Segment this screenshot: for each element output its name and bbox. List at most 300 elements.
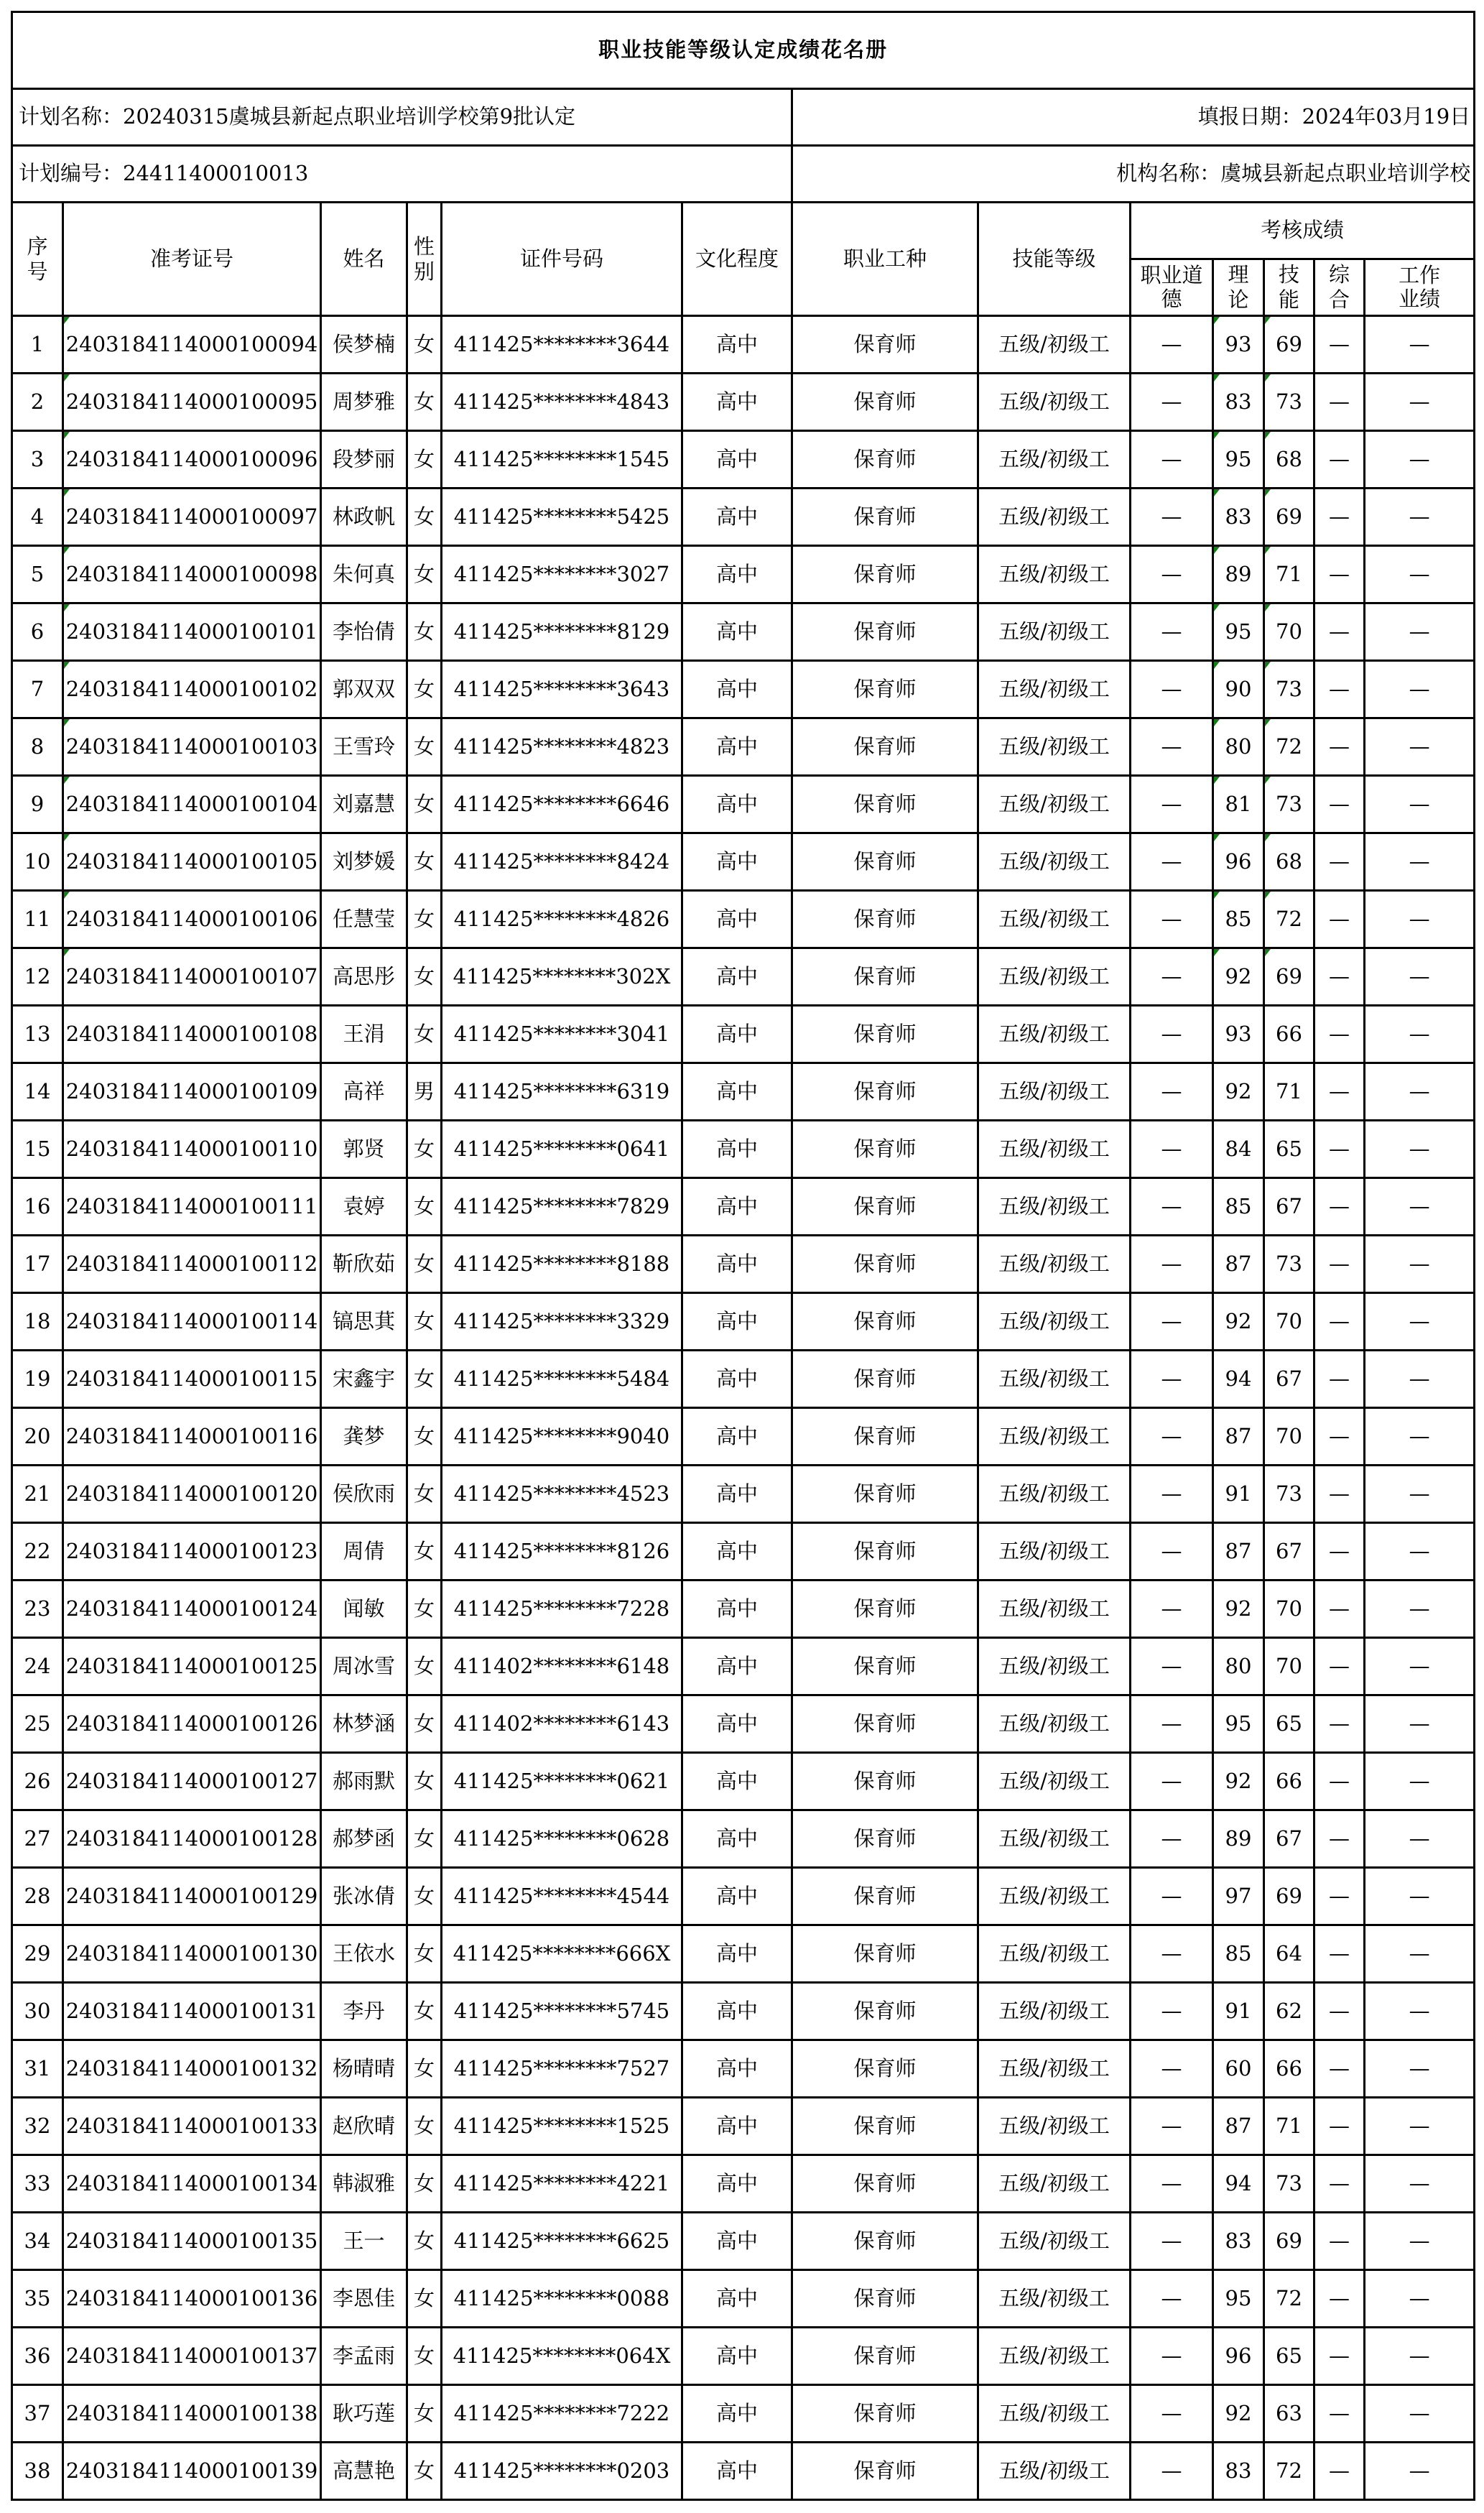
cell-occupation: 保育师 — [792, 2098, 978, 2155]
cell-name: 李恩佳 — [321, 2270, 407, 2328]
cell-ethics: — — [1131, 833, 1213, 891]
cell-comprehensive: — — [1314, 603, 1365, 661]
cell-name: 周梦雅 — [321, 374, 407, 431]
cell-occupation: 保育师 — [792, 2155, 978, 2213]
plan-name: 计划名称：20240315虞城县新起点职业培训学校第9批认定 — [12, 89, 792, 146]
cell-seq: 9 — [12, 776, 63, 833]
cell-skill: 66 — [1264, 1006, 1314, 1063]
cell-gender: 女 — [407, 2443, 442, 2500]
cell-seq: 2 — [12, 374, 63, 431]
cell-seq: 8 — [12, 718, 63, 776]
table-row — [12, 1351, 1475, 1408]
table-row — [12, 316, 1475, 374]
cell-ethics: — — [1131, 546, 1213, 603]
cell-occupation: 保育师 — [792, 1638, 978, 1695]
table-row — [12, 1063, 1475, 1121]
cell-occupation: 保育师 — [792, 1121, 978, 1178]
table-row — [12, 431, 1475, 489]
cell-admission-no: 2403184114000100136 — [63, 2270, 321, 2328]
cell-ethics: — — [1131, 1006, 1213, 1063]
cell-skill-level: 五级/初级工 — [978, 2040, 1131, 2098]
cell-ethics: — — [1131, 1063, 1213, 1121]
cell-admission-no: 2403184114000100104 — [63, 776, 321, 833]
cell-occupation: 保育师 — [792, 374, 978, 431]
cell-gender: 女 — [407, 374, 442, 431]
cell-skill-level: 五级/初级工 — [978, 2213, 1131, 2270]
cell-id-number: 411425********0641 — [442, 1121, 682, 1178]
cell-skill: 69 — [1264, 316, 1314, 374]
cell-ethics: — — [1131, 1178, 1213, 1236]
cell-education: 高中 — [682, 891, 792, 948]
cell-skill-level: 五级/初级工 — [978, 374, 1131, 431]
cell-performance: — — [1365, 603, 1475, 661]
cell-skill-level: 五级/初级工 — [978, 1523, 1131, 1581]
cell-theory: 87 — [1213, 1236, 1264, 1293]
cell-theory: 83 — [1213, 2443, 1264, 2500]
cell-education: 高中 — [682, 1121, 792, 1178]
cell-comprehensive: — — [1314, 2098, 1365, 2155]
cell-performance: — — [1365, 833, 1475, 891]
cell-skill-level: 五级/初级工 — [978, 316, 1131, 374]
cell-admission-no: 2403184114000100130 — [63, 1925, 321, 1983]
cell-seq: 35 — [12, 2270, 63, 2328]
cell-education: 高中 — [682, 1523, 792, 1581]
cell-gender: 女 — [407, 1523, 442, 1581]
cell-performance: — — [1365, 374, 1475, 431]
cell-occupation: 保育师 — [792, 1006, 978, 1063]
cell-id-number: 411425********5745 — [442, 1983, 682, 2040]
cell-admission-no: 2403184114000100114 — [63, 1293, 321, 1351]
cell-performance: — — [1365, 489, 1475, 546]
cell-ethics: — — [1131, 2098, 1213, 2155]
cell-skill: 66 — [1264, 1753, 1314, 1810]
cell-performance: — — [1365, 1753, 1475, 1810]
cell-seq: 33 — [12, 2155, 63, 2213]
cell-name: 靳欣茹 — [321, 1236, 407, 1293]
cell-id-number: 411425********3027 — [442, 546, 682, 603]
table-row — [12, 776, 1475, 833]
cell-gender: 女 — [407, 1293, 442, 1351]
cell-seq: 29 — [12, 1925, 63, 1983]
cell-performance: — — [1365, 718, 1475, 776]
cell-performance: — — [1365, 1695, 1475, 1753]
cell-ethics: — — [1131, 1638, 1213, 1695]
cell-skill: 73 — [1264, 661, 1314, 718]
cell-occupation: 保育师 — [792, 2443, 978, 2500]
cell-occupation: 保育师 — [792, 776, 978, 833]
cell-performance: — — [1365, 1638, 1475, 1695]
header-comprehensive — [1314, 259, 1365, 316]
cell-id-number: 411402********6143 — [442, 1695, 682, 1753]
cell-gender: 女 — [407, 1753, 442, 1810]
cell-skill-level: 五级/初级工 — [978, 1983, 1131, 2040]
header-education: 文化程度 — [682, 203, 792, 316]
table-row — [12, 1695, 1475, 1753]
table-row — [12, 546, 1475, 603]
cell-education: 高中 — [682, 948, 792, 1006]
cell-seq: 23 — [12, 1581, 63, 1638]
cell-comprehensive: — — [1314, 2443, 1365, 2500]
cell-theory: 97 — [1213, 1868, 1264, 1925]
cell-comprehensive: — — [1314, 1121, 1365, 1178]
header-ethics — [1131, 259, 1213, 316]
cell-skill-level: 五级/初级工 — [978, 2098, 1131, 2155]
cell-comprehensive: — — [1314, 1178, 1365, 1236]
cell-occupation: 保育师 — [792, 1983, 978, 2040]
cell-name: 王雪玲 — [321, 718, 407, 776]
table-row — [12, 1293, 1475, 1351]
cell-name: 高慧艳 — [321, 2443, 407, 2500]
table-row — [12, 2443, 1475, 2500]
cell-comprehensive: — — [1314, 2155, 1365, 2213]
cell-skill: 64 — [1264, 1925, 1314, 1983]
table-row — [12, 1121, 1475, 1178]
cell-skill-level: 五级/初级工 — [978, 1695, 1131, 1753]
cell-seq: 19 — [12, 1351, 63, 1408]
header-seq — [12, 203, 63, 316]
cell-skill-level: 五级/初级工 — [978, 1236, 1131, 1293]
cell-name: 赵欣晴 — [321, 2098, 407, 2155]
table-row — [12, 1236, 1475, 1293]
cell-ethics: — — [1131, 1753, 1213, 1810]
cell-gender: 女 — [407, 1408, 442, 1466]
cell-gender: 女 — [407, 1236, 442, 1293]
cell-name: 王一 — [321, 2213, 407, 2270]
cell-occupation: 保育师 — [792, 1293, 978, 1351]
cell-gender: 男 — [407, 1063, 442, 1121]
cell-skill-level: 五级/初级工 — [978, 1178, 1131, 1236]
header-id-number: 证件号码 — [442, 203, 682, 316]
cell-skill: 65 — [1264, 2328, 1314, 2385]
cell-performance: — — [1365, 661, 1475, 718]
cell-id-number: 411425********3041 — [442, 1006, 682, 1063]
cell-performance: — — [1365, 1925, 1475, 1983]
plan-number: 计划编号：24411400010013 — [12, 146, 792, 203]
cell-occupation: 保育师 — [792, 1466, 978, 1523]
cell-skill-level: 五级/初级工 — [978, 2155, 1131, 2213]
cell-theory: 85 — [1213, 891, 1264, 948]
cell-ethics: — — [1131, 2443, 1213, 2500]
cell-admission-no: 2403184114000100109 — [63, 1063, 321, 1121]
cell-comprehensive: — — [1314, 1925, 1365, 1983]
cell-education: 高中 — [682, 489, 792, 546]
cell-id-number: 411425********6319 — [442, 1063, 682, 1121]
cell-education: 高中 — [682, 1466, 792, 1523]
cell-occupation: 保育师 — [792, 2213, 978, 2270]
cell-skill-level: 五级/初级工 — [978, 1121, 1131, 1178]
cell-theory: 89 — [1213, 1810, 1264, 1868]
cell-id-number: 411425********7527 — [442, 2040, 682, 2098]
cell-id-number: 411425********3329 — [442, 1293, 682, 1351]
table-row — [12, 2098, 1475, 2155]
cell-gender: 女 — [407, 1466, 442, 1523]
table-row — [12, 1466, 1475, 1523]
cell-admission-no: 2403184114000100110 — [63, 1121, 321, 1178]
cell-ethics: — — [1131, 431, 1213, 489]
cell-theory: 92 — [1213, 1293, 1264, 1351]
cell-occupation: 保育师 — [792, 546, 978, 603]
cell-skill: 67 — [1264, 1178, 1314, 1236]
cell-name: 侯欣雨 — [321, 1466, 407, 1523]
cell-gender: 女 — [407, 2270, 442, 2328]
table-row — [12, 1810, 1475, 1868]
cell-gender: 女 — [407, 1868, 442, 1925]
cell-performance: — — [1365, 2328, 1475, 2385]
cell-theory: 94 — [1213, 1351, 1264, 1408]
cell-theory: 92 — [1213, 1753, 1264, 1810]
cell-occupation: 保育师 — [792, 316, 978, 374]
cell-gender: 女 — [407, 316, 442, 374]
cell-skill: 65 — [1264, 1695, 1314, 1753]
cell-gender: 女 — [407, 2385, 442, 2443]
cell-ethics: — — [1131, 1408, 1213, 1466]
cell-name: 段梦丽 — [321, 431, 407, 489]
cell-seq: 24 — [12, 1638, 63, 1695]
cell-theory: 92 — [1213, 1063, 1264, 1121]
cell-education: 高中 — [682, 2213, 792, 2270]
cell-skill-level: 五级/初级工 — [978, 1466, 1131, 1523]
cell-name: 任慧莹 — [321, 891, 407, 948]
cell-comprehensive: — — [1314, 891, 1365, 948]
cell-skill: 73 — [1264, 1466, 1314, 1523]
cell-comprehensive: — — [1314, 431, 1365, 489]
cell-skill-level: 五级/初级工 — [978, 2443, 1131, 2500]
cell-id-number: 411425********0088 — [442, 2270, 682, 2328]
cell-performance: — — [1365, 1466, 1475, 1523]
cell-seq: 7 — [12, 661, 63, 718]
cell-comprehensive: — — [1314, 1293, 1365, 1351]
table-row — [12, 2213, 1475, 2270]
cell-theory: 87 — [1213, 1523, 1264, 1581]
cell-gender: 女 — [407, 2155, 442, 2213]
table-row — [12, 1178, 1475, 1236]
table-row — [12, 1925, 1475, 1983]
cell-name: 郝梦函 — [321, 1810, 407, 1868]
table-row — [12, 374, 1475, 431]
cell-theory: 92 — [1213, 1581, 1264, 1638]
cell-skill: 73 — [1264, 374, 1314, 431]
cell-skill: 69 — [1264, 489, 1314, 546]
cell-skill-level: 五级/初级工 — [978, 2328, 1131, 2385]
cell-skill-level: 五级/初级工 — [978, 546, 1131, 603]
cell-ethics: — — [1131, 374, 1213, 431]
cell-id-number: 411425********0203 — [442, 2443, 682, 2500]
cell-id-number: 411425********0621 — [442, 1753, 682, 1810]
cell-name: 闻敏 — [321, 1581, 407, 1638]
header-theory — [1213, 259, 1264, 316]
cell-education: 高中 — [682, 1695, 792, 1753]
cell-performance: — — [1365, 2213, 1475, 2270]
cell-ethics: — — [1131, 2155, 1213, 2213]
cell-occupation: 保育师 — [792, 1523, 978, 1581]
header-skill-label: 技能 — [1278, 262, 1299, 312]
cell-admission-no: 2403184114000100133 — [63, 2098, 321, 2155]
cell-ethics: — — [1131, 603, 1213, 661]
cell-ethics: — — [1131, 1868, 1213, 1925]
cell-seq: 15 — [12, 1121, 63, 1178]
cell-performance: — — [1365, 1006, 1475, 1063]
cell-skill-level: 五级/初级工 — [978, 1581, 1131, 1638]
cell-occupation: 保育师 — [792, 2040, 978, 2098]
cell-gender: 女 — [407, 1121, 442, 1178]
cell-name: 郭双双 — [321, 661, 407, 718]
cell-skill-level: 五级/初级工 — [978, 776, 1131, 833]
cell-education: 高中 — [682, 718, 792, 776]
table-row — [12, 1006, 1475, 1063]
cell-performance: — — [1365, 1868, 1475, 1925]
cell-admission-no: 2403184114000100112 — [63, 1236, 321, 1293]
cell-ethics: — — [1131, 1695, 1213, 1753]
cell-performance: — — [1365, 776, 1475, 833]
table-row — [12, 1523, 1475, 1581]
cell-education: 高中 — [682, 1178, 792, 1236]
cell-theory: 96 — [1213, 2328, 1264, 2385]
cell-performance: — — [1365, 2098, 1475, 2155]
cell-id-number: 411425********5484 — [442, 1351, 682, 1408]
cell-ethics: — — [1131, 1351, 1213, 1408]
cell-gender: 女 — [407, 489, 442, 546]
cell-name: 张冰倩 — [321, 1868, 407, 1925]
cell-name: 高思彤 — [321, 948, 407, 1006]
cell-education: 高中 — [682, 431, 792, 489]
cell-skill: 72 — [1264, 891, 1314, 948]
cell-skill-level: 五级/初级工 — [978, 1351, 1131, 1408]
cell-admission-no: 2403184114000100139 — [63, 2443, 321, 2500]
cell-skill: 69 — [1264, 948, 1314, 1006]
cell-performance: — — [1365, 891, 1475, 948]
cell-skill: 68 — [1264, 833, 1314, 891]
table-row — [12, 2155, 1475, 2213]
cell-skill: 63 — [1264, 2385, 1314, 2443]
cell-skill: 69 — [1264, 2213, 1314, 2270]
cell-admission-no: 2403184114000100124 — [63, 1581, 321, 1638]
cell-seq: 16 — [12, 1178, 63, 1236]
cell-theory: 85 — [1213, 1178, 1264, 1236]
cell-gender: 女 — [407, 1810, 442, 1868]
header-ethics-label: 职业道德 — [1140, 262, 1203, 311]
cell-id-number: 411425********4826 — [442, 891, 682, 948]
cell-performance: — — [1365, 431, 1475, 489]
cell-theory: 80 — [1213, 1638, 1264, 1695]
cell-occupation: 保育师 — [792, 1063, 978, 1121]
cell-education: 高中 — [682, 1810, 792, 1868]
cell-id-number: 411425********7222 — [442, 2385, 682, 2443]
cell-education: 高中 — [682, 1581, 792, 1638]
cell-education: 高中 — [682, 1006, 792, 1063]
cell-education: 高中 — [682, 546, 792, 603]
cell-ethics: — — [1131, 1581, 1213, 1638]
header-theory-label: 理论 — [1228, 262, 1249, 312]
cell-admission-no: 2403184114000100126 — [63, 1695, 321, 1753]
cell-name: 李怡倩 — [321, 603, 407, 661]
cell-education: 高中 — [682, 833, 792, 891]
cell-admission-no: 2403184114000100102 — [63, 661, 321, 718]
cell-occupation: 保育师 — [792, 1351, 978, 1408]
cell-skill: 67 — [1264, 1810, 1314, 1868]
cell-theory: 90 — [1213, 661, 1264, 718]
cell-admission-no: 2403184114000100116 — [63, 1408, 321, 1466]
cell-skill: 73 — [1264, 1236, 1314, 1293]
table-row — [12, 833, 1475, 891]
cell-id-number: 411425********8129 — [442, 603, 682, 661]
cell-name: 林梦涵 — [321, 1695, 407, 1753]
cell-skill: 70 — [1264, 603, 1314, 661]
cell-theory: 83 — [1213, 2213, 1264, 2270]
institution-name: 机构名称：虞城县新起点职业培训学校 — [792, 146, 1475, 203]
cell-comprehensive: — — [1314, 1523, 1365, 1581]
cell-skill: 71 — [1264, 2098, 1314, 2155]
cell-name: 林政帆 — [321, 489, 407, 546]
header-admission-no: 准考证号 — [63, 203, 321, 316]
cell-comprehensive: — — [1314, 546, 1365, 603]
cell-education: 高中 — [682, 1638, 792, 1695]
cell-comprehensive: — — [1314, 2213, 1365, 2270]
cell-admission-no: 2403184114000100129 — [63, 1868, 321, 1925]
cell-seq: 6 — [12, 603, 63, 661]
cell-gender: 女 — [407, 2328, 442, 2385]
cell-performance: — — [1365, 1351, 1475, 1408]
cell-seq: 17 — [12, 1236, 63, 1293]
cell-ethics: — — [1131, 2385, 1213, 2443]
cell-admission-no: 2403184114000100115 — [63, 1351, 321, 1408]
cell-occupation: 保育师 — [792, 1178, 978, 1236]
table-row — [12, 661, 1475, 718]
cell-admission-no: 2403184114000100125 — [63, 1638, 321, 1695]
cell-gender: 女 — [407, 948, 442, 1006]
cell-occupation: 保育师 — [792, 1236, 978, 1293]
cell-education: 高中 — [682, 2040, 792, 2098]
cell-theory: 85 — [1213, 1925, 1264, 1983]
cell-id-number: 411425********0628 — [442, 1810, 682, 1868]
cell-admission-no: 2403184114000100137 — [63, 2328, 321, 2385]
cell-gender: 女 — [407, 1351, 442, 1408]
cell-id-number: 411425********8126 — [442, 1523, 682, 1581]
cell-education: 高中 — [682, 2443, 792, 2500]
cell-education: 高中 — [682, 2385, 792, 2443]
header-gender-label: 性别 — [413, 233, 435, 284]
cell-id-number: 411425********4221 — [442, 2155, 682, 2213]
table-row — [12, 1638, 1475, 1695]
cell-performance: — — [1365, 1121, 1475, 1178]
table-row — [12, 948, 1475, 1006]
cell-seq: 4 — [12, 489, 63, 546]
cell-skill: 69 — [1264, 1868, 1314, 1925]
cell-seq: 34 — [12, 2213, 63, 2270]
header-scores-group: 考核成绩 — [1131, 203, 1475, 259]
cell-ethics: — — [1131, 1466, 1213, 1523]
cell-comprehensive: — — [1314, 2040, 1365, 2098]
cell-theory: 87 — [1213, 2098, 1264, 2155]
table-row — [12, 1753, 1475, 1810]
table-row — [12, 2040, 1475, 2098]
cell-id-number: 411425********302X — [442, 948, 682, 1006]
cell-education: 高中 — [682, 2098, 792, 2155]
cell-occupation: 保育师 — [792, 1695, 978, 1753]
cell-theory: 95 — [1213, 431, 1264, 489]
cell-admission-no: 2403184114000100106 — [63, 891, 321, 948]
cell-performance: — — [1365, 2270, 1475, 2328]
cell-admission-no: 2403184114000100120 — [63, 1466, 321, 1523]
cell-performance: — — [1365, 1293, 1475, 1351]
cell-id-number: 411425********064X — [442, 2328, 682, 2385]
cell-occupation: 保育师 — [792, 948, 978, 1006]
cell-education: 高中 — [682, 1293, 792, 1351]
cell-skill: 71 — [1264, 546, 1314, 603]
cell-gender: 女 — [407, 2098, 442, 2155]
cell-gender: 女 — [407, 603, 442, 661]
cell-occupation: 保育师 — [792, 661, 978, 718]
cell-comprehensive: — — [1314, 2328, 1365, 2385]
